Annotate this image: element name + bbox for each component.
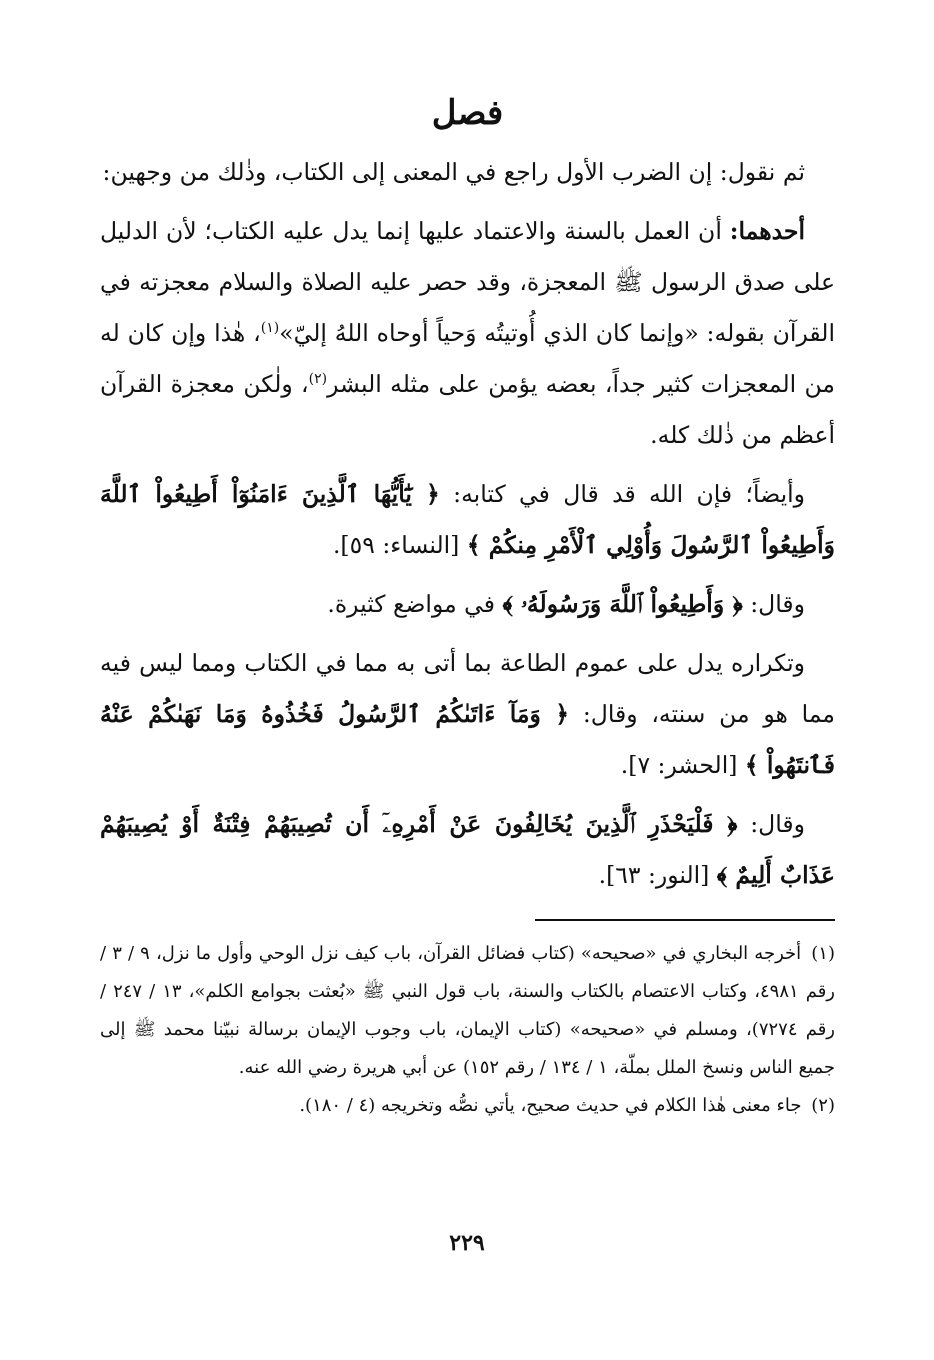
said-paragraph-2 bbox=[100, 799, 835, 901]
quran-verse-obey: ﴿ وَأَطِيعُواْ ٱللَّهَ وَرَسُولَهُۥ ﴾ bbox=[502, 590, 743, 618]
footnote-2-number: (٢) bbox=[811, 1095, 835, 1116]
first-point-text: أن العمل بالسنة والاعتماد عليها إنما يدل عليه الكتاب؛ لأن الدليل على صدق الرسول ﷺ المعجزة، وقد حصر عليه الصلاة والسلام معجزته في القرآن بقوله: «وإنما كان الذي أُوتيتُه وَحياً أوحاه اللهُ إليّ» bbox=[100, 217, 835, 347]
quran-verse-hashr: ﴿ وَمَآ ءَاتَىٰكُمُ ٱلرَّسُولُ فَخُذُوهُ وَمَا نَهَىٰكُمْ عَنْهُ فَٱنتَهُواْ ﴾ bbox=[100, 700, 835, 779]
footnote-2 bbox=[100, 1087, 835, 1125]
footnote-ref-2[interactable]: (٢) bbox=[308, 371, 328, 388]
footnote-1-number: (١) bbox=[811, 943, 835, 964]
also-paragraph bbox=[100, 469, 835, 571]
also-text: وأيضاً؛ فإن الله قد قال في كتابه: bbox=[453, 480, 805, 508]
said-paragraph-1 bbox=[100, 579, 835, 630]
verse-ref-nisa: [النساء: ٥٩]. bbox=[332, 531, 460, 559]
quran-verse-nisa: ﴿ يَٰٓأَيُّهَا ٱلَّذِينَ ءَامَنُوٓاْ أَطِيعُواْ ٱللَّهَ وَأَطِيعُواْ ٱلرَّسُولَ وَأُوْلِي ٱلْأَمْرِ مِنكُمْ ﴾ bbox=[100, 480, 835, 559]
first-point-text-2: ، هٰذا وإن كان له من المعجزات كثير جداً، بعضه يؤمن على مثله البشر bbox=[100, 319, 835, 398]
footnote-2-text: جاء معنى هٰذا الكلام في حديث صحيح، يأتي نصُّه وتخريجه (٤ / ١٨٠). bbox=[299, 1095, 802, 1116]
intro-paragraph: ثم نقول: إن الضرب الأول راجع في المعنى إلى الكتاب، وذٰلك من وجهين: bbox=[102, 158, 805, 186]
page-number: ٢٢٩ bbox=[449, 1230, 485, 1256]
section-title: فصل bbox=[431, 93, 504, 133]
repeat-paragraph bbox=[100, 638, 835, 791]
quran-verse-nur: ﴿ فَلْيَحْذَرِ ٱلَّذِينَ يُخَالِفُونَ عَنْ أَمْرِهِۦٓ أَن تُصِيبَهُمْ فِتْنَةٌ أَوْ يُصِيبَهُمْ عَذَابٌ أَلِيمٌ ﴾ bbox=[100, 810, 835, 889]
first-point-paragraph bbox=[100, 206, 835, 461]
first-point-lead: أحدهما: bbox=[729, 217, 805, 245]
said-text-2: وقال: bbox=[750, 810, 805, 838]
footnote-1 bbox=[100, 935, 835, 1087]
verse-ref-hashr: [الحشر: ٧]. bbox=[620, 751, 738, 779]
footnote-separator bbox=[535, 919, 835, 921]
first-point-text-3: ، ولٰكن معجزة القرآن أعظم من ذٰلك كله. bbox=[100, 370, 835, 449]
repeat-text: وتكراره يدل على عموم الطاعة بما أتى به مما في الكتاب ومما ليس فيه مما هو من سنته، وقال: bbox=[100, 649, 835, 728]
verse-ref-nur: [النور: ٦٣]. bbox=[598, 861, 710, 889]
book-page bbox=[100, 85, 835, 1285]
footnote-1-text: أخرجه البخاري في «صحيحه» (كتاب فضائل القرآن، باب كيف نزل الوحي وأول ما نزل، ٩ / ٣ / رقم ٤٩٨١، وكتاب الاعتصام بالكتاب والسنة، باب قول النبي ﷺ «بُعثت بجوامع الكلم»، ١٣ / ٢٤٧ / رقم ٧٢٧٤)، ومسلم في «صحيحه» (كتاب الإيمان، باب وجوب الإيمان برسالة نبيّنا محمد ﷺ إلى جميع الناس ونسخ الملل بملّة، ١ / ١٣٤ / رقم ١٥٢) عن أبي هريرة رضي الله عنه. bbox=[100, 943, 835, 1078]
footnote-ref-1[interactable]: (١) bbox=[260, 320, 280, 337]
said-text-1: وقال: bbox=[750, 590, 805, 618]
said-tail-1: في مواضع كثيرة. bbox=[327, 590, 495, 618]
